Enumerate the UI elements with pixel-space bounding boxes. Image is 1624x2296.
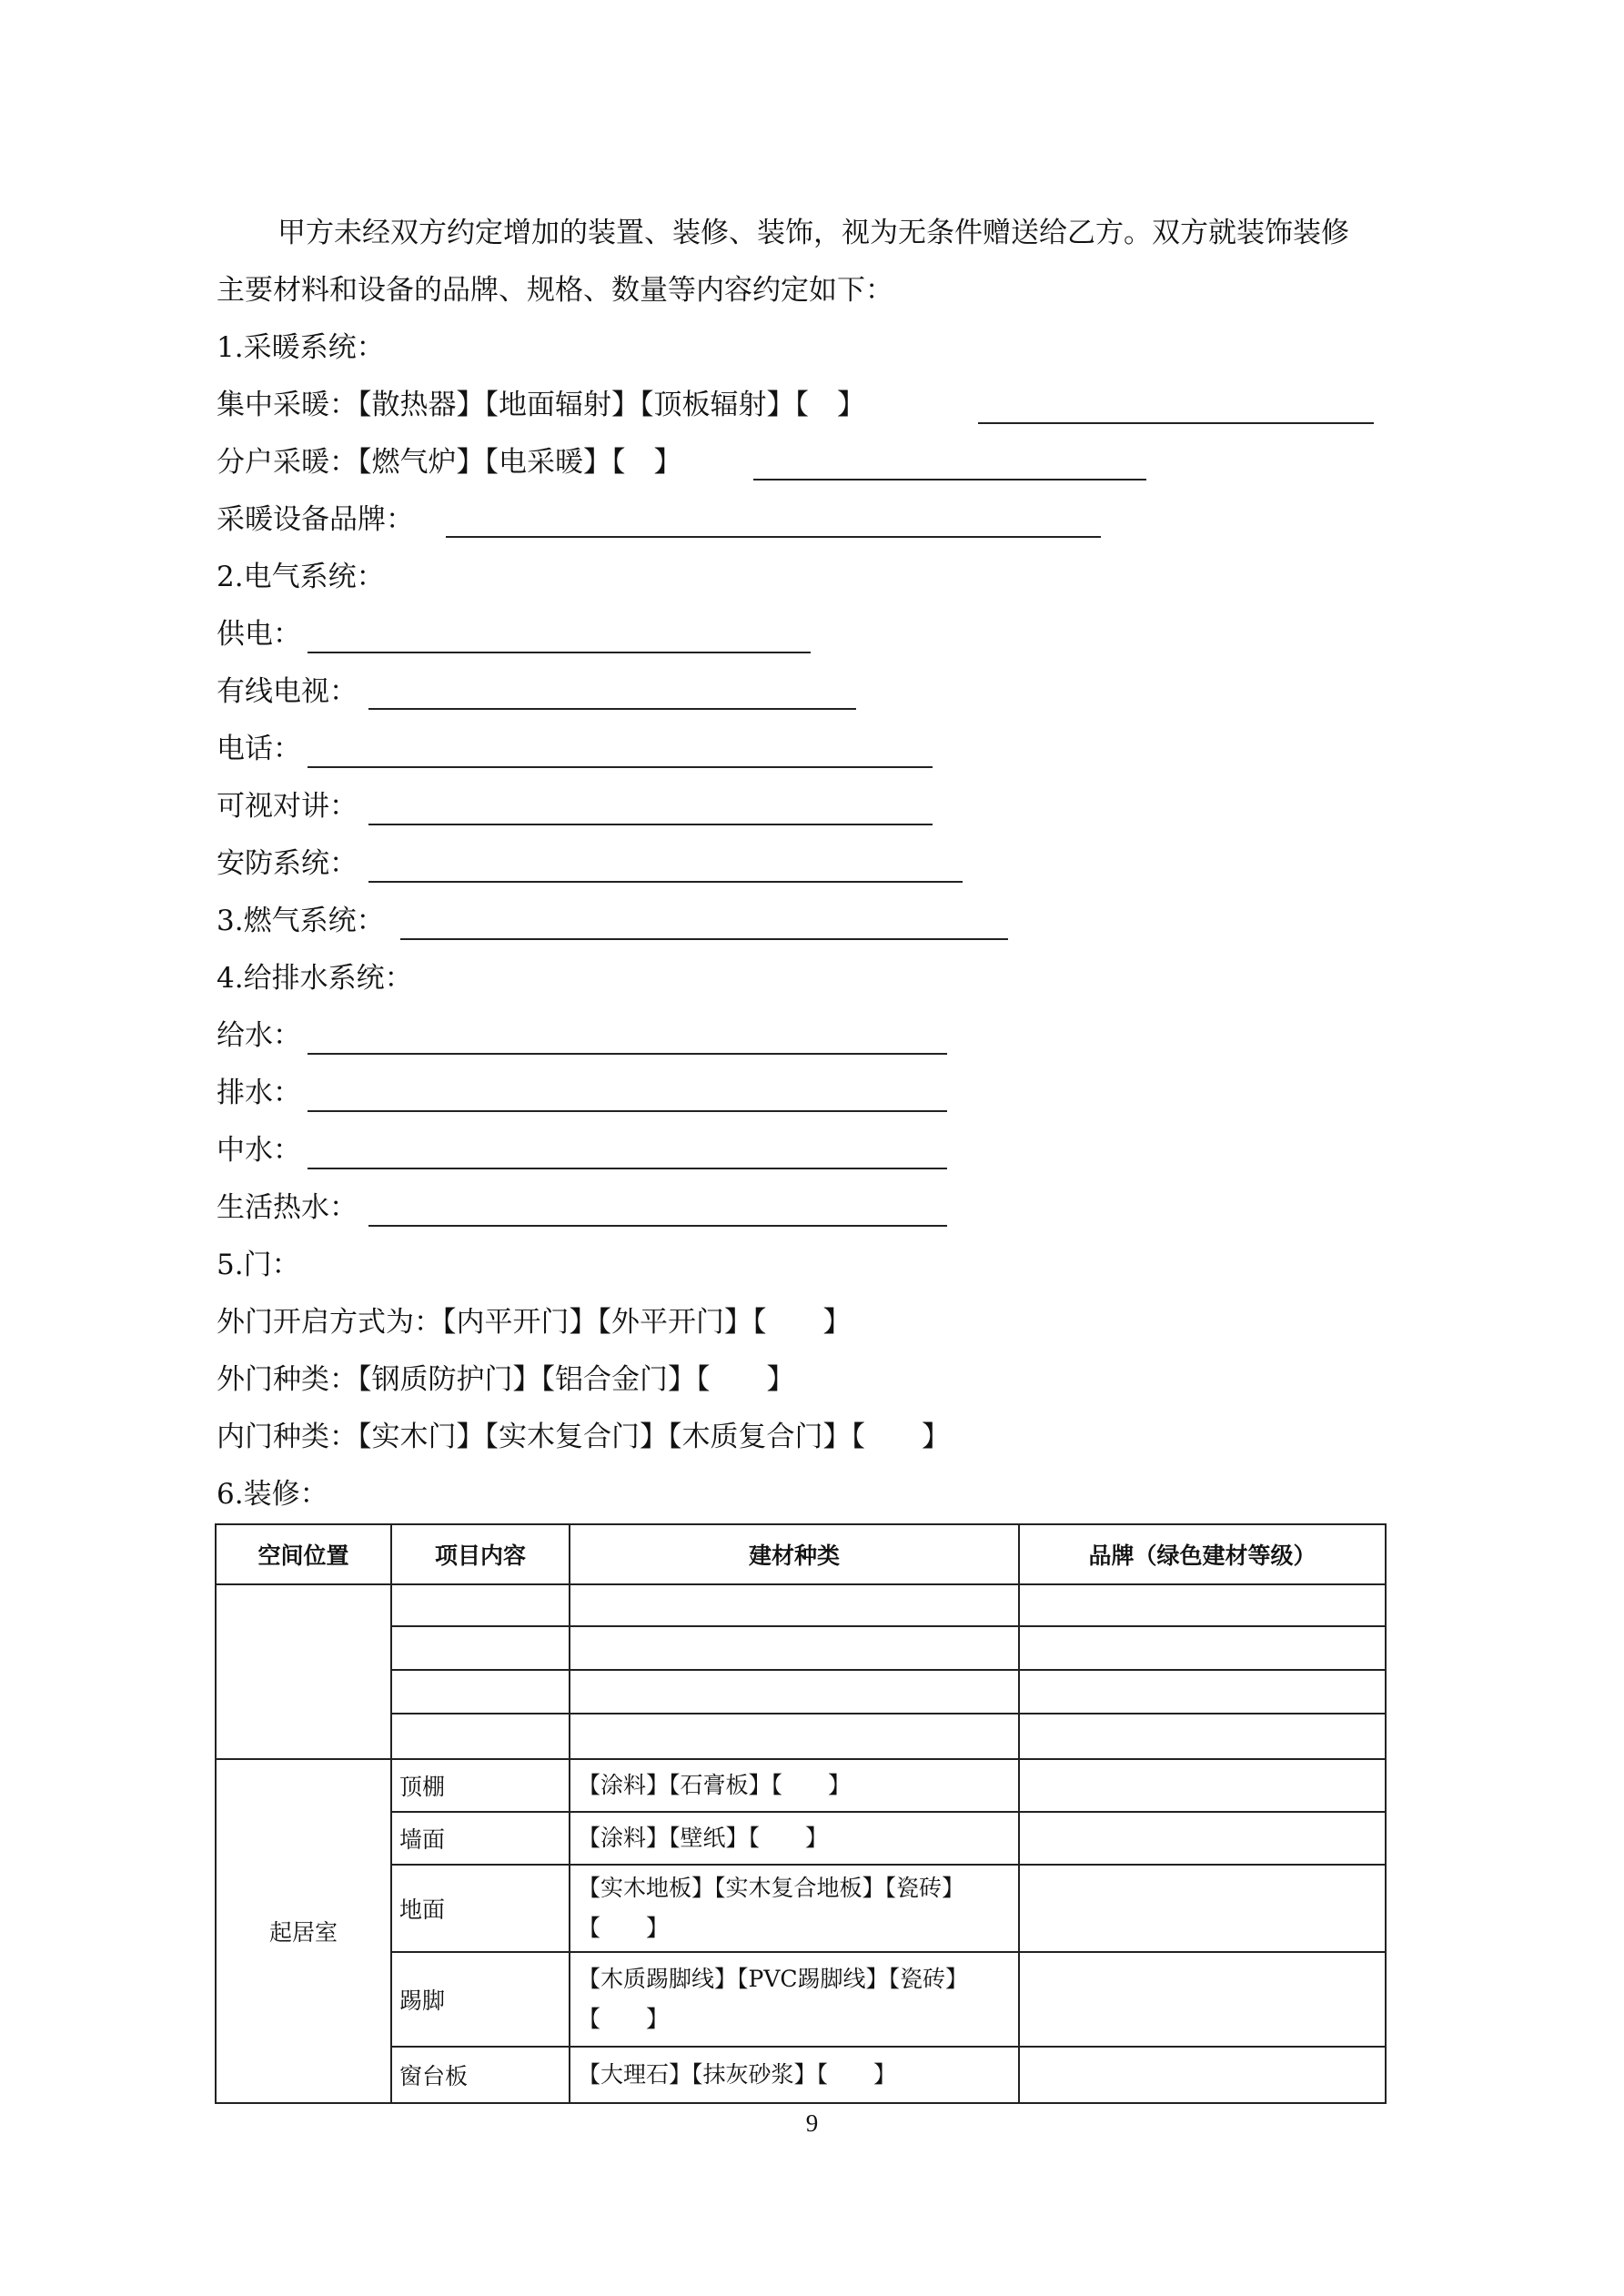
hot-water-blank[interactable] <box>368 1225 947 1227</box>
brand-cell-empty[interactable] <box>1019 1670 1386 1714</box>
heating-brand-label: 采暖设备品牌： <box>217 503 414 536</box>
space-cell-empty[interactable] <box>216 1584 391 1759</box>
brand-cell[interactable] <box>1019 1865 1386 1952</box>
inner-door-type: 内门种类：【实木门】【实木复合门】【木质复合门】【 】 <box>217 1421 950 1453</box>
water-supply-label: 给水： <box>217 1019 301 1052</box>
item-cell: 地面 <box>391 1865 570 1952</box>
table-row <box>216 1865 1386 1952</box>
intro-line-2: 主要材料和设备的品牌、规格、数量等内容约定如下： <box>217 274 893 307</box>
security-label: 安防系统： <box>217 847 358 880</box>
header-brand: 品牌（绿色建材等级） <box>1019 1524 1386 1584</box>
table-row <box>216 1812 1386 1865</box>
household-heating-blank[interactable] <box>753 479 1146 480</box>
intercom-label: 可视对讲： <box>217 790 358 823</box>
table-header-row <box>216 1524 1386 1584</box>
table-row <box>216 2047 1386 2103</box>
item-cell-empty[interactable] <box>391 1584 570 1626</box>
brand-cell[interactable] <box>1019 1952 1386 2047</box>
room-cell-living-room: 起居室 <box>216 1759 391 2103</box>
power-label: 供电： <box>217 618 301 651</box>
header-material: 建材种类 <box>570 1524 1019 1584</box>
phone-blank[interactable] <box>308 766 933 768</box>
item-cell-empty[interactable] <box>391 1670 570 1714</box>
item-cell: 窗台板 <box>391 2047 570 2103</box>
heating-title: 1.采暖系统： <box>217 331 385 364</box>
table-row <box>216 1952 1386 2047</box>
cable-tv-blank[interactable] <box>368 708 856 710</box>
outer-door-opening: 外门开启方式为：【内平开门】【外平开门】【 】 <box>217 1306 852 1339</box>
item-cell: 顶棚 <box>391 1759 570 1812</box>
doors-title: 5.门： <box>217 1249 300 1281</box>
table-row <box>216 1626 1386 1670</box>
brand-cell-empty[interactable] <box>1019 1714 1386 1759</box>
central-heating-blank[interactable] <box>978 422 1374 424</box>
item-cell-empty[interactable] <box>391 1626 570 1670</box>
item-cell-empty[interactable] <box>391 1714 570 1759</box>
hot-water-label: 生活热水： <box>217 1191 358 1224</box>
material-cell: 【涂料】【壁纸】【 】 <box>570 1812 1019 1865</box>
central-heating-options: 集中采暖：【散热器】【地面辐射】【顶板辐射】【 】 <box>217 389 865 421</box>
header-item: 项目内容 <box>391 1524 570 1584</box>
electrical-title: 2.电气系统： <box>217 561 385 593</box>
item-cell: 墙面 <box>391 1812 570 1865</box>
brand-cell-empty[interactable] <box>1019 1626 1386 1670</box>
table-row <box>216 1714 1386 1759</box>
reclaimed-water-label: 中水： <box>217 1134 301 1167</box>
table-row <box>216 1670 1386 1714</box>
material-cell: 【木质踢脚线】【PVC踢脚线】【瓷砖】【 】 <box>570 1952 1019 2047</box>
heating-brand-blank[interactable] <box>446 536 1101 538</box>
material-cell: 【实木地板】【实木复合地板】【瓷砖】【 】 <box>570 1865 1019 1952</box>
decoration-title: 6.装修： <box>217 1478 328 1511</box>
security-blank[interactable] <box>368 881 963 883</box>
material-cell-empty[interactable] <box>570 1584 1019 1626</box>
power-blank[interactable] <box>308 652 811 653</box>
drainage-blank[interactable] <box>308 1110 947 1112</box>
intro-line-1: 甲方未经双方约定增加的装置、装修、装饰，视为无条件赠送给乙方。双方就装饰装修 <box>277 217 1349 249</box>
brand-cell[interactable] <box>1019 2047 1386 2103</box>
water-supply-blank[interactable] <box>308 1053 947 1055</box>
water-title: 4.给排水系统： <box>217 962 413 995</box>
material-cell-empty[interactable] <box>570 1626 1019 1670</box>
brand-cell-empty[interactable] <box>1019 1584 1386 1626</box>
gas-title: 3.燃气系统： <box>217 905 385 937</box>
material-cell-empty[interactable] <box>570 1670 1019 1714</box>
material-cell-empty[interactable] <box>570 1714 1019 1759</box>
household-heating-options: 分户采暖：【燃气炉】【电采暖】【 】 <box>217 446 682 479</box>
table-row <box>216 1759 1386 1812</box>
brand-cell[interactable] <box>1019 1812 1386 1865</box>
brand-cell[interactable] <box>1019 1759 1386 1812</box>
table-row <box>216 1584 1386 1626</box>
cable-tv-label: 有线电视： <box>217 675 358 708</box>
material-cell: 【大理石】【抹灰砂浆】【 】 <box>570 2047 1019 2103</box>
material-cell: 【涂料】【石膏板】【 】 <box>570 1759 1019 1812</box>
phone-label: 电话： <box>217 733 301 765</box>
reclaimed-water-blank[interactable] <box>308 1168 947 1169</box>
outer-door-type: 外门种类：【钢质防护门】【铝合金门】【 】 <box>217 1363 795 1396</box>
gas-blank[interactable] <box>400 938 1008 940</box>
decoration-table <box>215 1523 1387 2104</box>
item-cell: 踢脚 <box>391 1952 570 2047</box>
header-space: 空间位置 <box>216 1524 391 1584</box>
drainage-label: 排水： <box>217 1077 301 1109</box>
intercom-blank[interactable] <box>368 824 933 825</box>
page-number: 9 <box>805 2109 819 2137</box>
